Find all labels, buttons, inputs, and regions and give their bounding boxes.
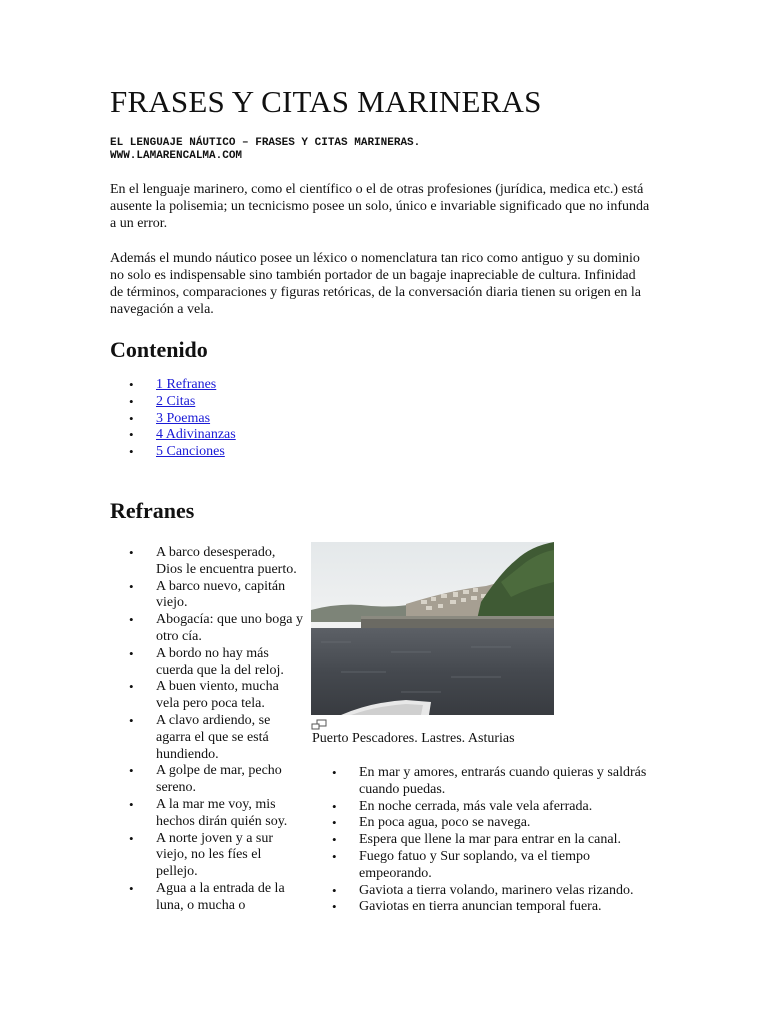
list-item: • Abogacía: que uno boga y otro cía. (156, 612, 304, 646)
toc-link-adivinanzas[interactable]: 4 Adivinanzas (156, 427, 236, 443)
second-paragraph: Además el mundo náutico posee un léxico o nomenclatura tan rico como antiguo y su dominio no solo es indispensable sino también portador de un bagaje inapreciable de cultura. Infinidad de términos, comparaciones y figuras retóricas, de la conversación diaria tienen su origen en la navegación a vela. (110, 251, 642, 317)
subtitle-line: EL LENGUAJE NÁUTICO – FRASES Y CITAS MARINERAS. (110, 137, 421, 149)
toc-item (156, 377, 236, 394)
image-caption: Puerto Pescadores. Lastres. Asturias (312, 731, 515, 746)
list-item: • Gaviota a tierra volando, marinero velas rizando. (359, 883, 659, 900)
refranes-heading: Refranes (110, 498, 195, 523)
intro-paragraph: En el lenguaje marinero, como el científico o el de otras profesiones (jurídica, medica etc.) está ausente la polisemia; un tecnicismo posee un solo, único e invariable significado que no infunda a un error. (110, 182, 650, 231)
harbor-illustration (311, 542, 554, 715)
toc-item (156, 427, 236, 444)
enlarge-icon[interactable] (311, 719, 327, 731)
harbor-photo[interactable] (311, 542, 554, 715)
list-item: • Gaviotas en tierra anuncian temporal fuera. (359, 899, 659, 916)
contents-heading: Contenido (110, 337, 208, 362)
list-item: • Agua a la entrada de la luna, o mucha o (156, 881, 304, 915)
toc-item (156, 444, 236, 461)
list-item: • Espera que llene la mar para entrar en la canal. (359, 832, 659, 849)
list-item: • Fuego fatuo y Sur soplando, va el tiempo empeorando. (359, 849, 659, 883)
toc-link-canciones[interactable]: 5 Canciones (156, 444, 225, 460)
list-item: • A golpe de mar, pecho sereno. (156, 763, 304, 797)
toc-item (156, 411, 236, 428)
list-item: • En mar y amores, entrarás cuando quieras y saldrás cuando puedas. (359, 765, 659, 799)
list-item: • A barco desesperado, Dios le encuentra puerto. (156, 545, 304, 579)
toc-item (156, 394, 236, 411)
list-item: • A clavo ardiendo, se agarra el que se está hundiendo. (156, 713, 304, 763)
list-item: • A la mar me voy, mis hechos dirán quién soy. (156, 797, 304, 831)
refranes-list-right (359, 765, 659, 916)
site-url: WWW.LAMARENCALMA.COM (110, 150, 243, 162)
subtitle-block (110, 137, 420, 163)
toc-link-refranes[interactable]: 1 Refranes (156, 377, 217, 392)
list-item: • En poca agua, poco se navega. (359, 815, 659, 832)
toc-link-poemas[interactable]: 3 Poemas (156, 410, 211, 426)
list-item: • En noche cerrada, más vale vela aferrada. (359, 799, 659, 816)
table-of-contents (156, 377, 236, 461)
page-title: FRASES Y CITAS MARINERAS (110, 84, 542, 119)
list-item: • A barco nuevo, capitán viejo. (156, 579, 304, 613)
list-item: • A buen viento, mucha vela pero poca tela. (156, 679, 304, 713)
toc-link-citas[interactable]: 2 Citas (156, 393, 196, 409)
list-item: • A bordo no hay más cuerda que la del reloj. (156, 646, 304, 680)
list-item: • A norte joven y a sur viejo, no les fíes el pellejo. (156, 831, 304, 881)
refranes-list-left (156, 545, 304, 915)
